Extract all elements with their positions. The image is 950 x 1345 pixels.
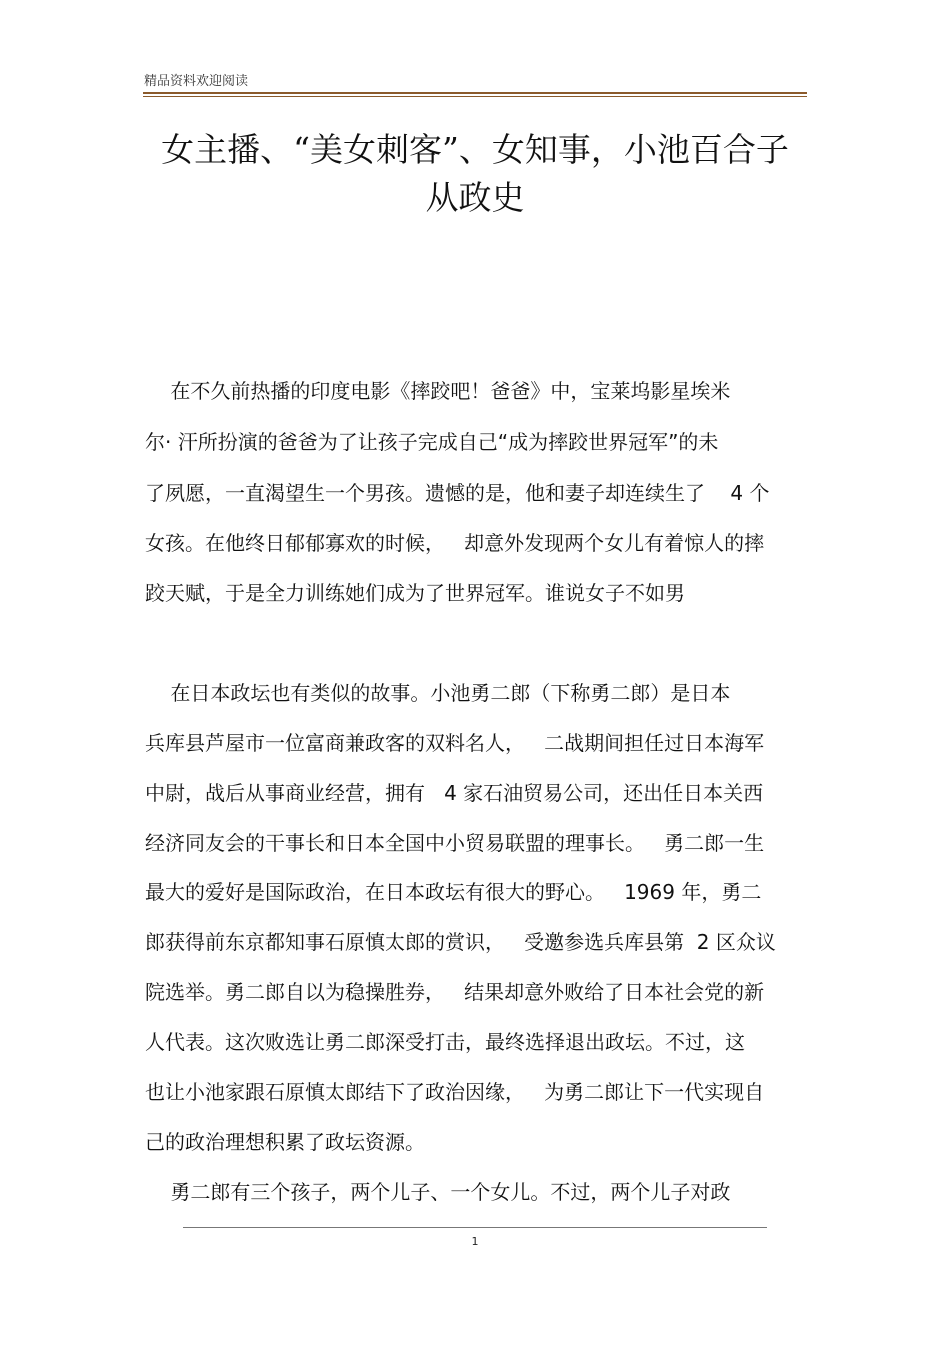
- body-line: 在日本政坛也有类似的故事。小池勇二郎（下称勇二郎）是日本: [145, 681, 731, 705]
- body-line: 己的政治理想积累了政坛资源。: [145, 1130, 425, 1154]
- body-line: 兵库县芦屋市一位富商兼政客的双料名人， 二战期间担任过日本海军: [145, 731, 765, 755]
- document-title: [143, 126, 807, 222]
- page-number: 1: [471, 1235, 479, 1248]
- body-line: 也让小池家跟石原慎太郎结下了政治因缘， 为勇二郎让下一代实现自: [145, 1080, 765, 1104]
- body-line: 勇二郎有三个孩子，两个儿子、一个女儿。不过，两个儿子对政: [145, 1180, 731, 1204]
- body-line: 郎获得前东京都知事石原慎太郎的赏识， 受邀参选兵库县第 2 区众议: [145, 930, 776, 954]
- body-line: 了夙愿，一直渴望生一个男孩。遗憾的是，他和妻子却连续生了 4 个: [145, 481, 770, 505]
- body-line: 尔· 汗所扮演的爸爸为了让孩子完成自己“成为摔跤世界冠军”的未: [145, 430, 719, 454]
- header-divider-thick: [143, 92, 807, 94]
- footer-divider: [183, 1227, 767, 1228]
- title-line-1: 女主播、“美女刺客”、女知事，小池百合子: [161, 130, 789, 169]
- body-line: 跤天赋，于是全力训练她们成为了世界冠军。谁说女子不如男: [145, 581, 685, 605]
- body-line: 中尉，战后从事商业经营，拥有 4 家石油贸易公司，还出任日本关西: [145, 781, 764, 805]
- body-line: 在不久前热播的印度电影《摔跤吧！爸爸》中，宝莱坞影星埃米: [145, 379, 731, 403]
- body-line: 人代表。这次败选让勇二郎深受打击，最终选择退出政坛。不过，这: [145, 1030, 745, 1054]
- body-line: 经济同友会的干事长和日本全国中小贸易联盟的理事长。 勇二郎一生: [145, 831, 765, 855]
- title-line-2: 从政史: [425, 178, 525, 217]
- body-line: 院选举。勇二郎自以为稳操胜券， 结果却意外败给了日本社会党的新: [145, 980, 765, 1004]
- body-line: 最大的爱好是国际政治，在日本政坛有很大的野心。 1969 年，勇二: [145, 880, 762, 904]
- body-line: 女孩。在他终日郁郁寡欢的时候， 却意外发现两个女儿有着惊人的摔: [145, 531, 765, 555]
- header-divider-thin: [143, 96, 807, 97]
- page-header-text: 精品资料欢迎阅读: [144, 74, 249, 89]
